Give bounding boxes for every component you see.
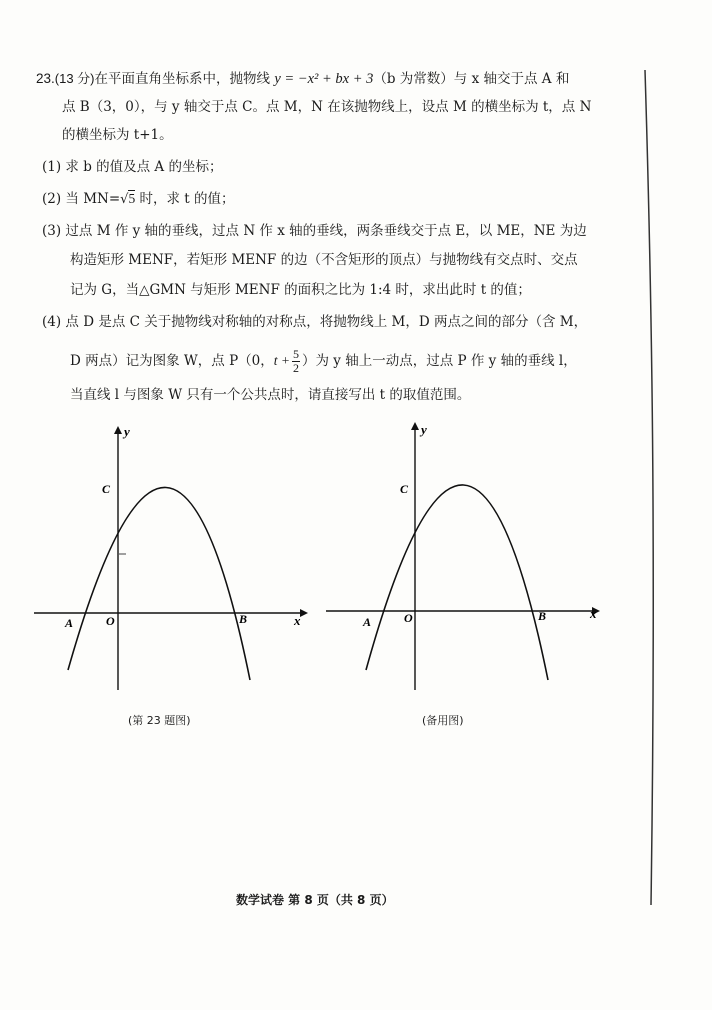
part-3-line-1 (42, 222, 587, 240)
intro-text-3: 的横坐标为 t+1。 (62, 127, 173, 143)
page-footer: 数学试卷 第 8 页（共 8 页） (236, 893, 394, 907)
label-a: A (363, 615, 372, 629)
label-c: C (102, 482, 111, 496)
intro-text-a: 在平面直角坐标系中，抛物线 (94, 71, 275, 87)
figure-23 (28, 420, 318, 700)
part-3-label: (3) (42, 223, 62, 239)
part-4-line-1 (42, 313, 587, 331)
fraction-denominator: 2 (293, 361, 299, 375)
figure-23-caption: (第 23 题图) (128, 714, 191, 727)
part-4-text-1: 点 D 是点 C 关于抛物线对称轴的对称点，将抛物线上 M，D 两点之间的部分（含 M， (65, 314, 588, 330)
part-3-line-2 (70, 251, 578, 269)
label-a: A (65, 616, 74, 630)
figure-spare-caption: (备用图) (422, 714, 464, 727)
label-y: y (421, 422, 427, 437)
part-4-line-3 (70, 386, 470, 404)
question-line-1 (36, 70, 569, 88)
part-1-text: 求 b 的值及点 A 的坐标； (65, 159, 223, 175)
label-x: x (294, 613, 301, 628)
fraction-five-halves (292, 348, 300, 375)
intro-text-2: 点 B（3，0），与 y 轴交于点 C。点 M，N 在该抛物线上，设点 M 的横坐标为 t，点 N (62, 99, 592, 115)
part-3-line-3 (70, 281, 531, 299)
label-y: y (124, 424, 130, 439)
parabola-curve (366, 485, 548, 680)
part-2-text-after: 时，求 t 的值； (135, 191, 235, 207)
part-2 (42, 190, 235, 209)
part-3-text-1: 过点 M 作 y 轴的垂线，过点 N 作 x 轴的垂线，两条垂线交于点 E，以 ME，NE 为边 (65, 223, 587, 239)
part-4-t-plus: t + (273, 353, 290, 368)
label-o: O (404, 611, 413, 625)
label-o: O (106, 614, 115, 628)
part-4-text-2b: ）为 y 轴上一动点，过点 P 作 y 轴的垂线 l， (302, 353, 577, 369)
fraction-numerator: 5 (293, 347, 299, 361)
part-4-label: (4) (42, 314, 62, 330)
y-axis-arrow (114, 426, 122, 434)
question-line-2 (62, 98, 591, 116)
part-4-line-2 (70, 348, 577, 375)
x-axis-arrow (300, 609, 308, 617)
question-line-3 (62, 126, 173, 144)
intro-text-b: （b 为常数）与 x 轴交于点 A 和 (373, 71, 570, 87)
y-axis-arrow (411, 422, 419, 430)
part-4-text-2a: D 两点）记为图象 W，点 P（0， (70, 353, 274, 369)
sqrt-value: 5 (128, 191, 136, 206)
part-1-label: (1) (42, 159, 62, 175)
part-2-label: (2) (42, 191, 62, 207)
part-3-text-2: 构造矩形 MENF，若矩形 MENF 的边（不含矩形的顶点）与抛物线有交点时、交点 (70, 252, 578, 268)
label-x: x (590, 606, 597, 621)
label-b: B (239, 612, 248, 626)
part-2-text-before: 当 MN= (65, 191, 121, 207)
part-1 (42, 158, 222, 176)
question-number: 23. (36, 71, 55, 86)
label-b: B (538, 609, 547, 623)
sqrt-symbol: √ (120, 192, 129, 207)
part-4-text-3: 当直线 l 与图象 W 只有一个公共点时，请直接写出 t 的取值范围。 (70, 387, 471, 403)
figure-spare (320, 420, 610, 700)
parabola-curve (68, 487, 250, 680)
question-points: (13 分) (54, 71, 95, 86)
parabola-equation: y = −x² + bx + 3 (274, 71, 374, 87)
label-c: C (400, 482, 409, 496)
part-3-text-3: 记为 G，当△GMN 与矩形 MENF 的面积之比为 1:4 时，求出此时 t 的值； (70, 282, 531, 298)
